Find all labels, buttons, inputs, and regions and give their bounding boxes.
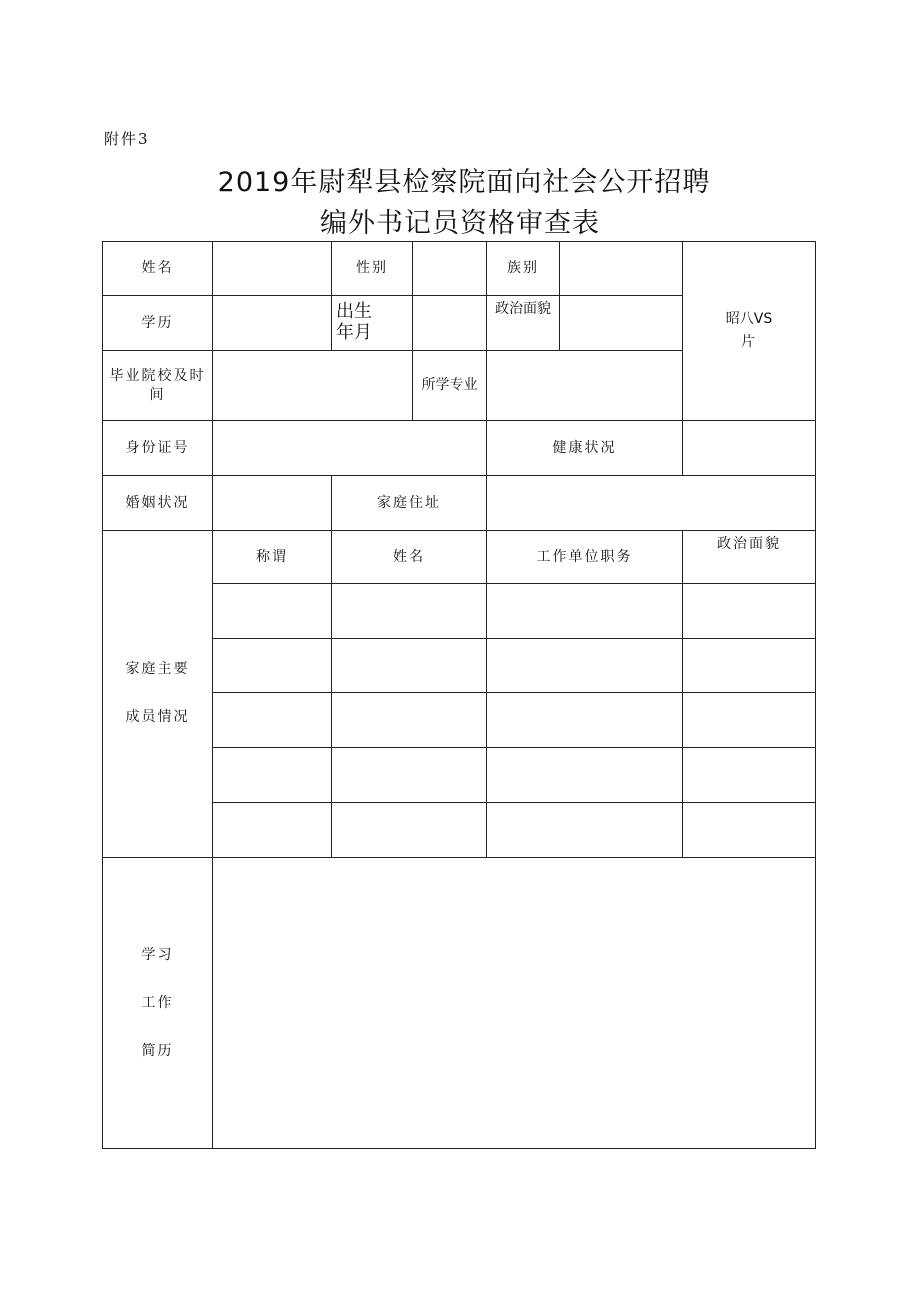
rule: [212, 802, 816, 803]
label-health: 健康状况: [552, 439, 617, 456]
qualification-review-form: [102, 241, 816, 1149]
page-title-line-1: 2019年尉犁县检察院面向社会公开招聘: [217, 167, 711, 198]
label-marital-status: 婚姻状况: [125, 494, 190, 511]
school-line-1: 毕业院校及时: [109, 367, 206, 384]
rule: [212, 241, 213, 1149]
label-home-address: 家庭住址: [377, 494, 441, 511]
label-family-members: [103, 531, 212, 857]
family-line-2: 成员情况: [125, 709, 190, 725]
rule: [212, 638, 816, 639]
header-work-unit-position: 工作单位职务: [536, 548, 633, 565]
page-title-line-2: 编外书记员资格审查表: [320, 208, 600, 239]
label-name: 姓名: [141, 260, 174, 277]
label-ethnicity: 族别: [507, 260, 539, 277]
resume-line-1: 学习: [141, 946, 174, 963]
border-bottom: [102, 1148, 816, 1149]
rule: [212, 692, 816, 693]
border-right: [815, 241, 816, 1149]
header-member-name: 姓名: [393, 548, 425, 565]
photo-label-line-2: 片: [741, 334, 757, 350]
label-political-status: 政治面貌: [495, 301, 551, 317]
photo-box: [683, 242, 815, 420]
birth-line-1: 出生: [336, 301, 372, 323]
label-graduate-school-time: [103, 351, 212, 420]
school-line-2: 间: [149, 386, 166, 403]
label-education: 学历: [141, 314, 174, 331]
family-line-1: 家庭主要: [125, 661, 190, 678]
rule: [559, 241, 560, 350]
header-political-status: 政治面貌: [717, 536, 781, 552]
label-gender: 性别: [356, 260, 388, 277]
label-major: 所学专业: [421, 377, 478, 394]
rule: [212, 747, 816, 748]
resume-line-2: 工作: [141, 994, 174, 1011]
rule: [212, 583, 816, 584]
header-relation: 称谓: [256, 548, 288, 565]
photo-label-line-1: 昭八VS: [725, 311, 773, 328]
label-birth-date: [332, 296, 412, 350]
birth-line-2: 年月: [336, 322, 372, 343]
label-id-number: 身份证号: [125, 439, 190, 456]
resume-line-3: 简历: [141, 1043, 174, 1060]
label-study-work-resume: [103, 858, 212, 1148]
attachment-label: 附件3: [104, 130, 150, 148]
